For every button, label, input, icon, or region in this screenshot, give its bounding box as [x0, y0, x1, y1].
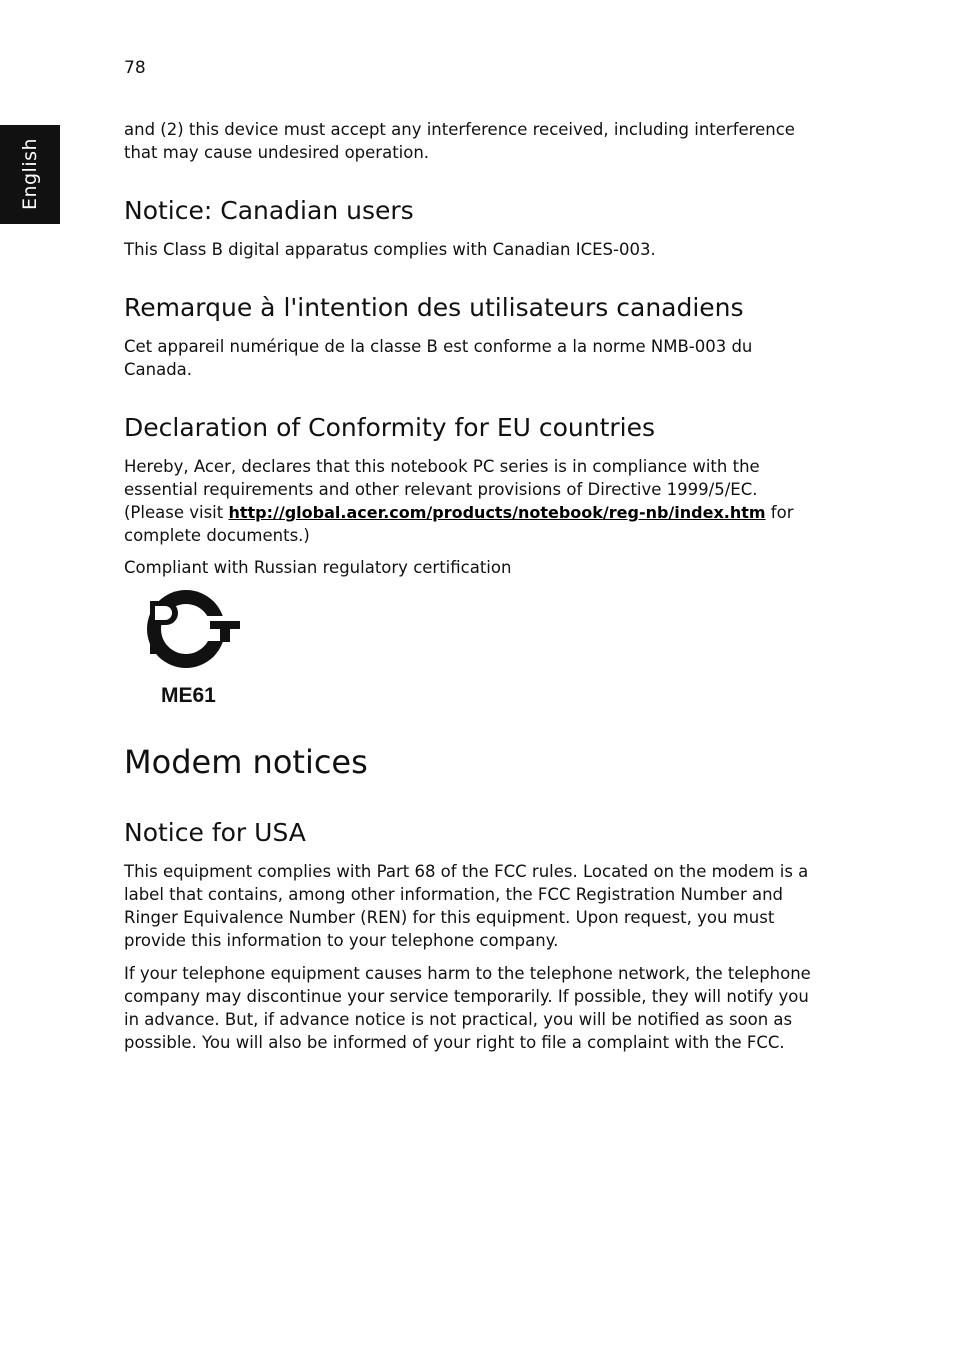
eu-conformity-text-start: Hereby, Acer, declares that this notebook PC series is in compliance with the essential requirements and other relevant provisions of Directive 1999/5/EC. (Please visit: [124, 457, 760, 522]
canadian-notice-fr-text: Cet appareil numérique de la classe B est conforme a la norme NMB-003 du Canada.: [124, 337, 753, 379]
eu-conformity-heading: Declaration of Conformity for EU countries: [124, 413, 656, 442]
page-number: 78: [124, 58, 146, 78]
usa-notice-paragraph-2: If your telephone equipment causes harm to the telephone network, the telephone company may discontinue your service temporarily. If possible, they will notify you in advance. But, if advance notice is not practical, you will be notified as soon as possible. You will also be informed of your right to file a complaint with the FCC.: [124, 964, 811, 1052]
eu-conformity-text: [124, 455, 814, 547]
language-side-tab: [0, 125, 60, 224]
acer-regulatory-link[interactable]: http://global.acer.com/products/notebook/reg-nb/index.htm: [228, 503, 766, 522]
canadian-notice-fr-heading: Remarque à l'intention des utilisateurs canadiens: [124, 293, 744, 322]
intro-paragraph: and (2) this device must accept any interference received, including interference that may cause undesired operation.: [124, 120, 795, 162]
usa-notice-paragraph-1: This equipment complies with Part 68 of the FCC rules. Located on the modem is a label that contains, among other information, the FCC Registration Number and Ringer Equivalence Number (REN) for this equipment. Upon request, you must provide this information to your telephone company.: [124, 862, 809, 950]
canadian-notice-text: This Class B digital apparatus complies with Canadian ICES-003.: [124, 240, 656, 259]
canadian-notice-heading: Notice: Canadian users: [124, 196, 414, 225]
notice-for-usa-heading: Notice for USA: [124, 818, 306, 847]
eu-conformity-text-end: for complete documents.): [124, 503, 794, 545]
russian-certification-text: Compliant with Russian regulatory certification: [124, 558, 512, 577]
certification-code: ME61: [161, 684, 216, 707]
language-side-tab-label: English: [19, 137, 41, 211]
modem-notices-title: Modem notices: [124, 743, 368, 781]
